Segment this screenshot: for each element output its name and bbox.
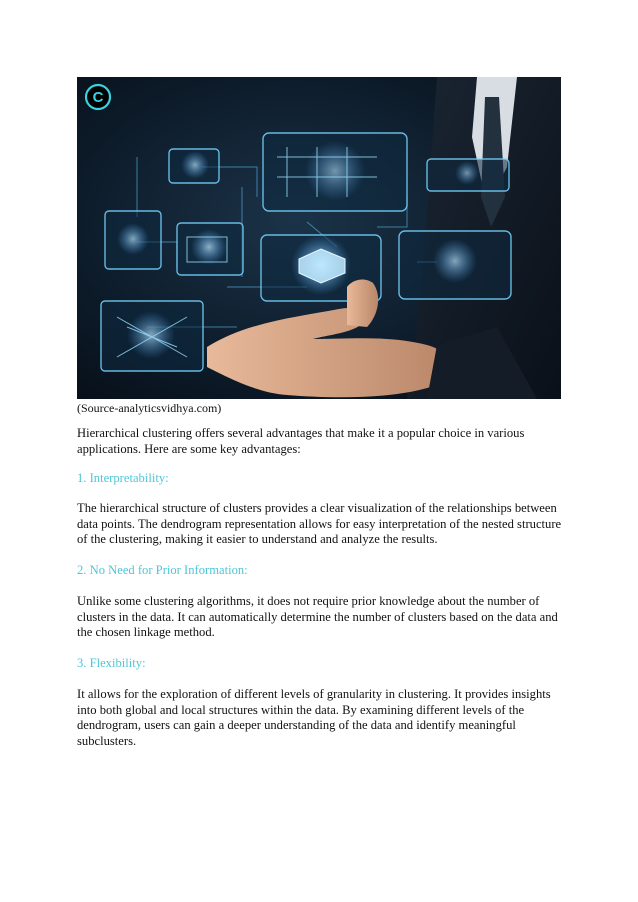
brand-logo <box>86 85 110 109</box>
logo-letter: C <box>92 89 104 106</box>
section-heading-no-prior-information: 2. No Need for Prior Information: <box>77 563 248 577</box>
section-body-no-prior-information: Unlike some clustering algorithms, it does not require prior knowledge about the number of clusters in the data. It can automatically determine the number of clusters based on the data and the chosen linkage method. <box>77 594 558 640</box>
section-heading-flexibility: 3. Flexibility: <box>77 656 146 670</box>
hero-illustration <box>77 77 561 399</box>
section-heading-interpretability: 1. Interpretability: <box>77 471 169 485</box>
intro-paragraph: Hierarchical clustering offers several advantages that make it a popular choice in various applications. Here are some key advantages: <box>77 426 525 456</box>
hero-image <box>77 77 561 399</box>
section-body-flexibility: It allows for the exploration of different levels of granularity in clustering. It provides insights into both global and local structures within the data. By examining different levels of the dendrogram, users can gain a deeper understanding of the data and identify meaningful subclusters. <box>77 687 551 748</box>
section-body-interpretability: The hierarchical structure of clusters provides a clear visualization of the relationships between data points. The dendrogram representation allows for easy interpretation of the nested structure of the clustering, making it easier to understand and analyze the results. <box>77 501 562 547</box>
image-caption: (Source-analyticsvidhya.com) <box>77 401 222 415</box>
